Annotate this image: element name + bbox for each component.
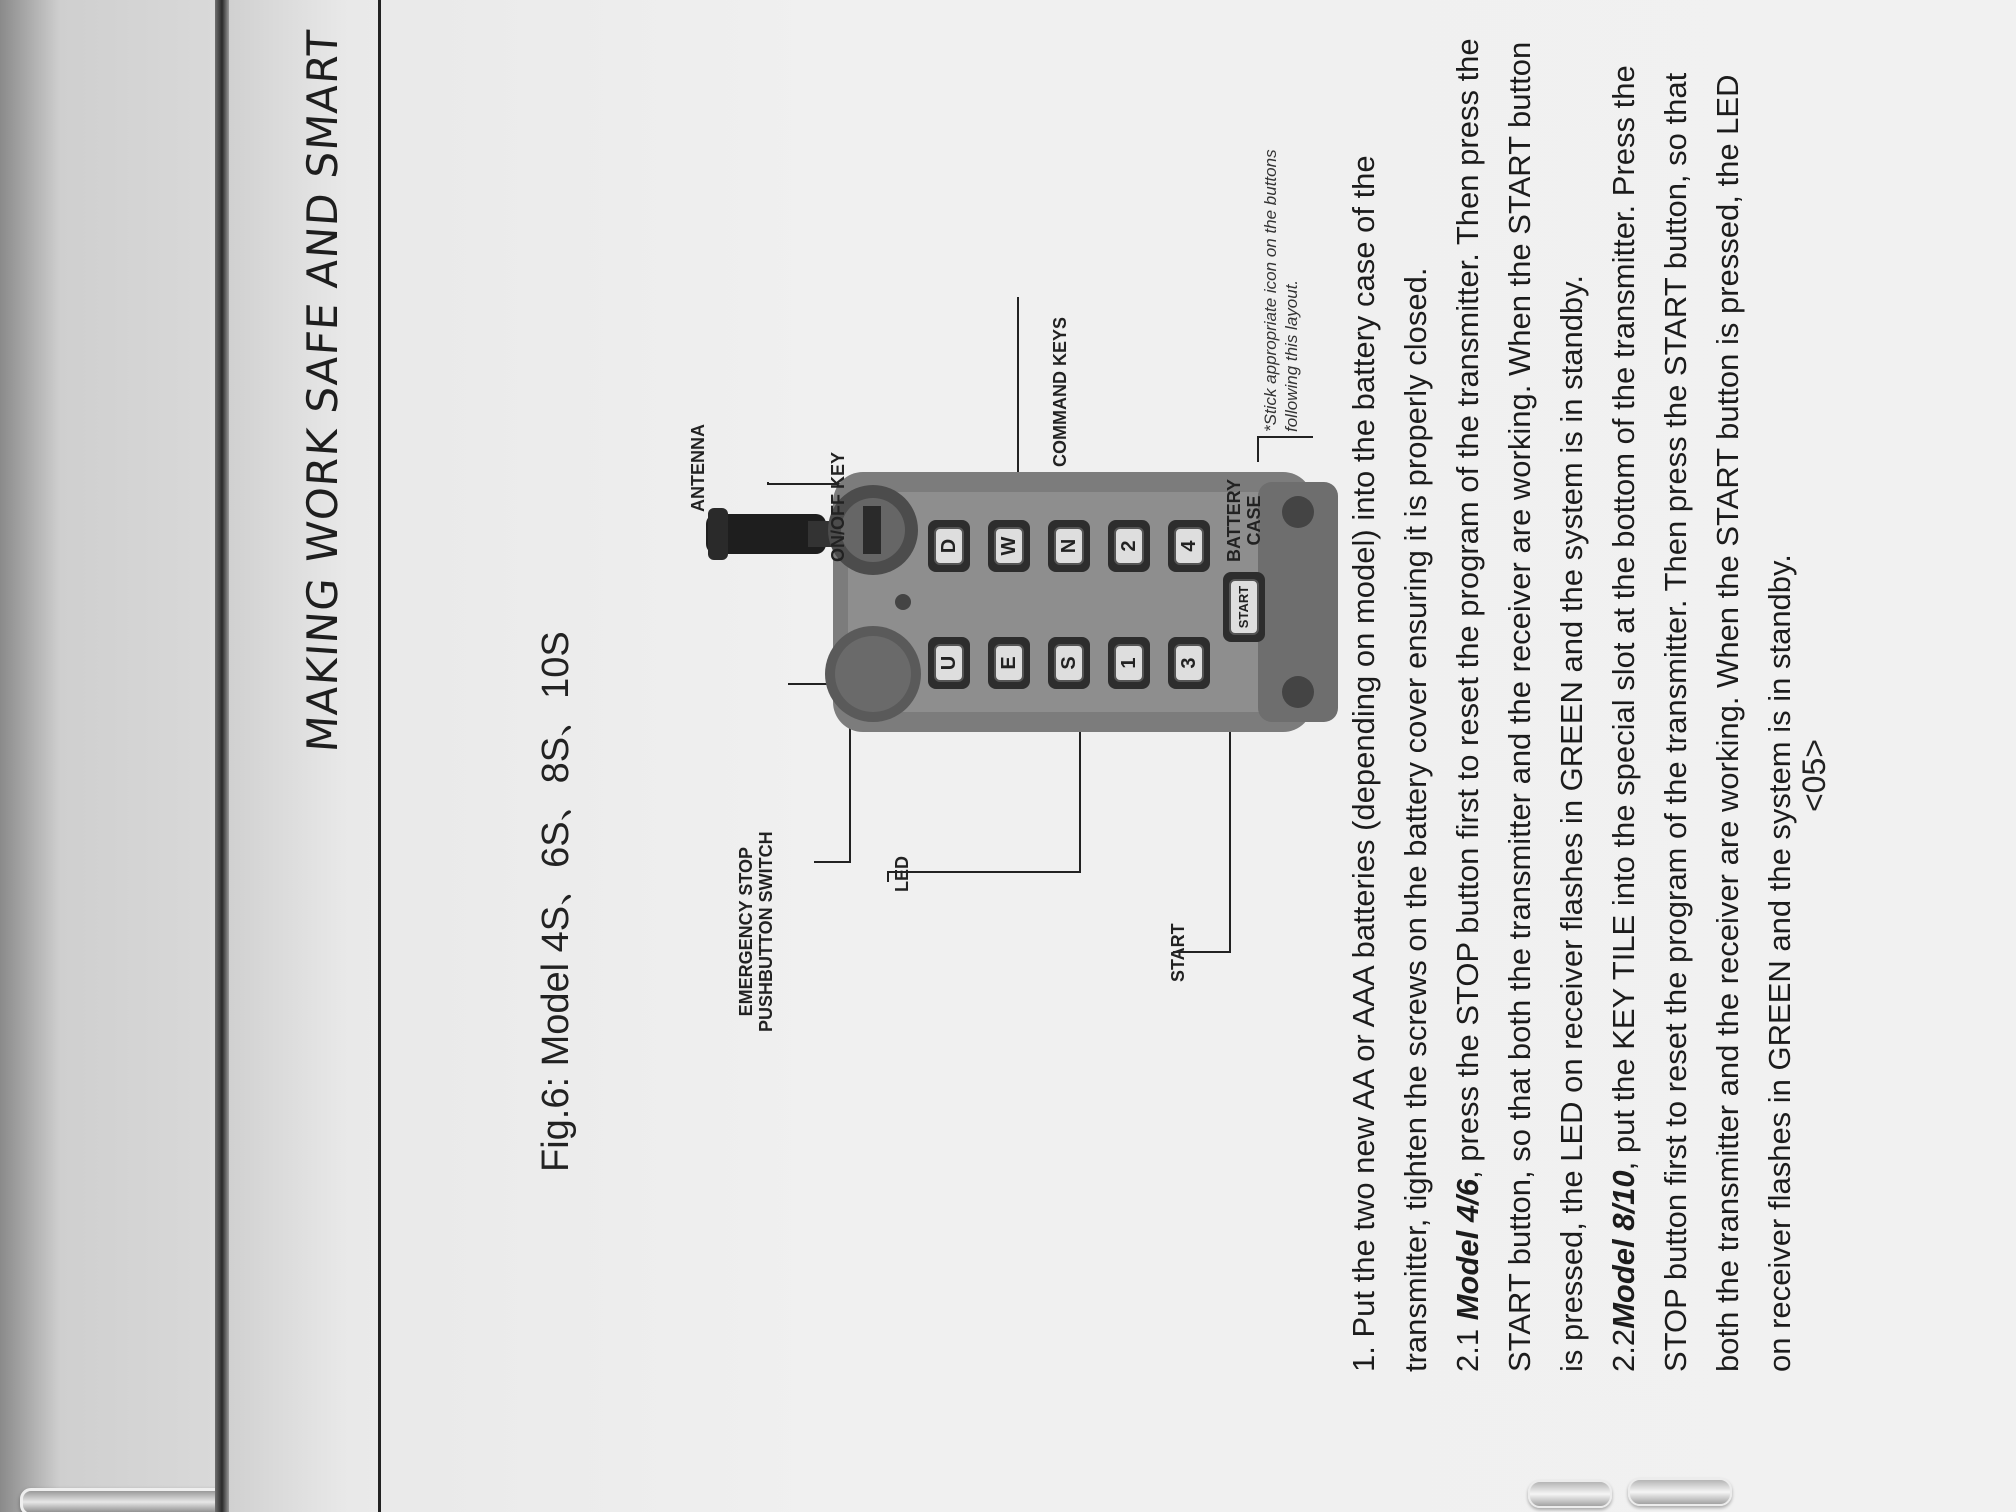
page-content: [228, 0, 2016, 1512]
command-key-d[interactable]: D: [928, 520, 970, 572]
command-key-e[interactable]: E: [988, 637, 1030, 689]
command-key-n[interactable]: N: [1048, 520, 1090, 572]
command-key-2[interactable]: 2: [1108, 520, 1150, 572]
page-number: <05>: [1796, 739, 1832, 812]
instruction-2-2: 2.2Model 8/10, put the KEY TILE into the special slot at the bottom of the transmitter. Press the STOP button first to reset the program of the transmitter. Then press the START button, so that both the transmitter and the receiver are working. When the START button is pressed, the LED on receiver flashes in GREEN and the system is in standby.: [1606, 65, 1797, 1372]
instruction-1: 1. Put the two new AA or AAA batteries (depending on model) into the battery case of the transmitter, tighten the screws on the battery cover ensuring it is properly closed.: [1346, 155, 1433, 1372]
start-key[interactable]: START: [1223, 572, 1265, 642]
instruction-2-1: 2.1 Model 4/6, press the STOP button first to reset the program of the transmitter. Then press the START button, so that both the transmitter and the receiver are working. When the START button is pressed, the LED on receiver flashes in GREEN and the system is in standby.: [1450, 38, 1589, 1372]
command-key-4[interactable]: 4: [1168, 520, 1210, 572]
binder-ring: [20, 1488, 246, 1512]
page-header: MAKING WORK SAFE AND SMART: [298, 27, 347, 754]
label-antenna: ANTENNA: [688, 424, 708, 512]
command-key-u[interactable]: U: [928, 637, 970, 689]
figure-note: *Stick appropriate icon on the buttons following this layout.: [1261, 149, 1301, 432]
label-led: LED: [892, 856, 912, 892]
label-emergency-stop: EMERGENCY STOP PUSHBUTTON SWITCH: [736, 831, 776, 1032]
instructions-text: [1338, 32, 1806, 1372]
command-key-s[interactable]: S: [1048, 637, 1090, 689]
command-key-w[interactable]: W: [988, 520, 1030, 572]
callout-lines: [228, 0, 1428, 1512]
command-key-1[interactable]: 1: [1108, 637, 1150, 689]
binder-cover: [0, 0, 230, 1512]
label-battery-case: BATTERY CASE: [1224, 479, 1264, 562]
figure-caption: Fig.6: Model 4S、6S、8S、10S: [535, 631, 577, 1172]
command-key-3[interactable]: 3: [1168, 637, 1210, 689]
label-start: START: [1168, 923, 1188, 982]
label-command-keys: COMMAND KEYS: [1050, 316, 1070, 467]
binder-spine: [215, 0, 229, 1512]
label-on-off-key: ON/OFF KEY: [828, 451, 848, 562]
